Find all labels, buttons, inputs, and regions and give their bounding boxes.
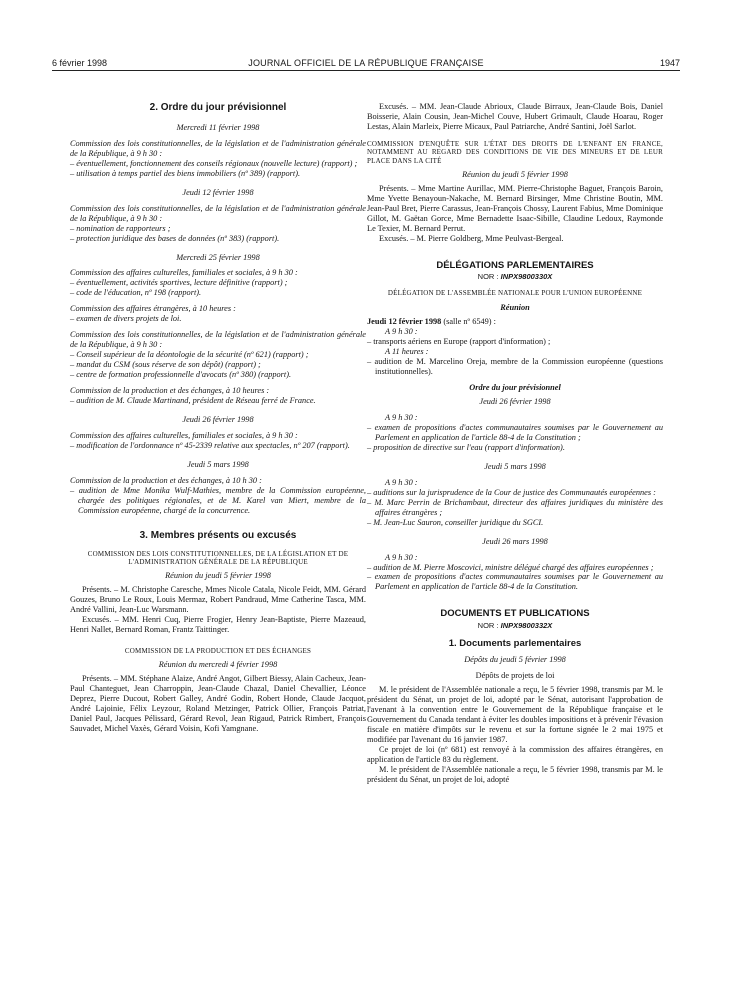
commission-line: Commission de la production et des échanges, à 10 heures : — [70, 386, 270, 396]
document-paragraph: M. le président de l'Assemblée nationale a reçu, le 5 février 1998, transmis par M. le président du Sénat, un projet de loi, adopté — [367, 764, 663, 784]
reunion-label: Réunion — [500, 303, 530, 313]
commission-heading-enquete: COMMISSION D'ENQUÊTE SUR L'ÉTAT DES DROITS DE L'ENFANT EN FRANCE, NOTAMMENT AU REGARD DES CONDITIONS DE VIE DES MINEURS ET DE LEUR PLACE DANS LA CITÉ — [367, 139, 663, 165]
agenda-blocks — [70, 123, 366, 516]
depots-date: Dépôts du jeudi 5 février 1998 — [464, 655, 566, 665]
agenda-item: – auditions sur la jurisprudence de la Cour de justice des Communautés européennes : — [367, 487, 656, 497]
agenda-item: – Conseil supérieur de la déontologie de la sécurité (nº 621) (rapport) ; — [70, 350, 309, 360]
presents-list: Présents. – M. Christophe Caresche, Mmes Nicole Catala, Nicole Feidt, MM. Gérard Gouzes, Bruno Le Roux, Louis Mermaz, Robert Pandraud, Mme Catherine Tasca, MM. André Vallini, Jean-Luc Warsmann. — [70, 585, 366, 615]
agenda-item: – audition de M. Marcelino Oreja, membre de la Commission européenne (questions institutionnelles). — [367, 357, 663, 377]
agenda-date: Jeudi 5 mars 1998 — [187, 459, 249, 469]
issue-date: 6 février 1998 — [52, 58, 108, 68]
right-column — [367, 102, 663, 785]
page-header — [52, 54, 680, 70]
agenda-item: – audition de M. Claude Martinand, président de Réseau ferré de France. — [70, 395, 316, 405]
commission-line: Commission des affaires culturelles, familiales et sociales, à 9 h 30 : — [70, 430, 298, 440]
excuses-list: Excusés. – MM. Henri Cuq, Pierre Frogier, Henry Jean-Baptiste, Pierre Mazeaud, Henri Nallet, Bernard Roman, Frantz Taittinger. — [70, 615, 366, 635]
presents-list: Présents. – MM. Stéphane Alaize, André Angot, Gilbert Biessy, Alain Cacheux, Jean-Paul Chanteguet, Jean Charroppin, Jean-Claude Chazal, Daniel Chevallier, Léonce Deprez, Pierre Ducout, Robert Galley, André Godin, Robert Honde, Claude Jacquot, André Lajoinie, Félix Leyzour, Roland Metzinger, Patrick Ollier, François Patriat, Daniel Paul, Jacques Pélissard, Gérard Revol, Jean Rigaud, Patrick Rimbert, François Sauvadet, Michel Vaxès, Gérard Voisin, Kofi Yamgnane. — [70, 674, 366, 734]
journal-title: JOURNAL OFFICIEL DE LA RÉPUBLIQUE FRANÇAISE — [248, 58, 484, 68]
reunion-date: Réunion du mercredi 4 février 1998 — [158, 660, 278, 670]
meeting-time: A 11 heures : — [385, 347, 429, 357]
agenda-date: Jeudi 5 mars 1998 — [484, 461, 546, 471]
agenda-items — [367, 488, 663, 528]
agenda-date: Jeudi 26 février 1998 — [182, 414, 254, 424]
agenda-item: – protection juridique des bases de données (nº 383) (rapport). — [70, 233, 280, 243]
excuses-list: Excusés. – MM. Jean-Claude Abrioux, Claude Birraux, Jean-Claude Bois, Daniel Boisserie, Alain Cousin, Jean-Michel Couve, Hubert Grimault, Claude Hoarau, Roger Lestas, Alain Marleix, Pierre Micaux, Paul Patriarche, André Santini, Joël Sarlot. — [367, 102, 663, 131]
commission-line: Commission des lois constitutionnelles, de la législation et de l'administration générale de la République, à 9 h 30 : — [70, 203, 366, 223]
meeting-time: A 9 h 30 : — [385, 552, 418, 562]
agenda-date: Jeudi 12 février 1998 — [182, 187, 254, 197]
meeting-line: Jeudi 12 février 1998 (salle nº 6549) : — [367, 317, 496, 327]
depots-heading: Dépôts de projets de loi — [475, 671, 555, 681]
agenda-item: – code de l'éducation, nº 198 (rapport). — [70, 288, 202, 298]
agenda-date: Mercredi 25 février 1998 — [176, 252, 260, 262]
page-number: 1947 — [659, 58, 680, 68]
meeting-time: A 9 h 30 : — [385, 477, 418, 487]
excuses-list: Excusés. – M. Pierre Goldberg, Mme Peulvast-Bergeal. — [379, 233, 564, 243]
agenda-items — [367, 563, 663, 593]
nor-reference: NOR : INPX9800332X — [477, 620, 553, 630]
documents-subheading: 1. Documents parlementaires — [448, 637, 582, 649]
document-paragraph: Ce projet de loi (nº 681) est renvoyé à la commission des affaires étrangères, en application de l'article 83 du règlement. — [367, 744, 663, 764]
section-title-ordre-du-jour: 2. Ordre du jour prévisionnel — [149, 102, 287, 113]
agenda-date: Jeudi 26 février 1998 — [479, 397, 551, 407]
header-rule — [52, 70, 680, 71]
delegations-heading: DÉLÉGATIONS PARLEMENTAIRES — [436, 259, 594, 271]
agenda-item: – modification de l'ordonnance nº 45-2339 relative aux spectacles, nº 207 (rapport). — [70, 440, 350, 450]
agenda-item: – transports aériens en Europe (rapport d'information) ; — [367, 337, 551, 347]
presents-list: Présents. – Mme Martine Aurillac, MM. Pierre-Christophe Baguet, François Baroin, Mme Yvette Benayoun-Nakache, M. Bernard Birsinger, Mme Christine Boutin, MM. Jean-Paul Bret, Pierre Carassus, Jean-François Chossy, Laurent Fabius, Mme Dominique Gillot, M. Gaëtan Gorce, Mme Bernadette Isaac-Sibille, Claudine Ledoux, Raymonde Le Texier, M. Bernard Perrut. — [367, 183, 663, 233]
agenda-item: – M. Marc Perrin de Brichambaut, directeur des affaires juridiques du ministère des affaires étrangères ; — [367, 497, 663, 517]
agenda-item: – mandat du CSM (sous réserve de son dépôt) (rapport) ; — [70, 360, 261, 370]
agenda-item: – éventuellement, fonctionnement des conseils régionaux (nouvelle lecture) (rapport) ; — [70, 158, 358, 168]
reunion-date: Réunion du jeudi 5 février 1998 — [165, 571, 271, 581]
agenda-date: Mercredi 11 février 1998 — [176, 123, 260, 132]
agenda-item: – examen de divers projets de loi. — [70, 314, 182, 324]
commission-heading-production: COMMISSION DE LA PRODUCTION ET DES ÉCHANGES — [124, 647, 312, 656]
odj-subheading: Ordre du jour prévisionnel — [469, 383, 561, 393]
agenda-items — [367, 423, 663, 453]
delegation-name: DÉLÉGATION DE L'ASSEMBLÉE NATIONALE POUR L'UNION EUROPÉENNE — [387, 289, 643, 298]
agenda-item: – audition de M. Pierre Moscovici, ministre délégué chargé des affaires européennes ; — [367, 562, 654, 572]
commission-line: Commission des affaires étrangères, à 10 heures : — [70, 304, 236, 314]
document-paragraph: M. le président de l'Assemblée nationale a reçu, le 5 février 1998, transmis par M. le président du Sénat, un projet de loi, adopté par le Sénat, autorisant l'approbation de l'avenant à la convention entre le Gouvernement de la République française et le Gouvernement du Canada tendant à éviter les doubles impositions et à prévenir l'évasion fiscale en matière d'impôts sur le revenu et sur la fortune signée le 2 mai 1975 et modifiée par l'avenant du 16 janvier 1987. — [367, 685, 663, 744]
agenda-item: – nomination de rapporteurs ; — [70, 223, 171, 233]
agenda-item: – audition de Mme Monika Wulf-Mathies, membre de la Commission européenne, chargée des politiques régionales, et de M. Karel van Miert, membre de la Commission européenne, chargé de la concurrence. — [70, 485, 366, 515]
agenda-item: – proposition de directive sur l'eau (rapport d'information). — [367, 442, 565, 452]
commission-line: Commission des affaires culturelles, familiales et sociales, à 9 h 30 : — [70, 268, 298, 278]
meeting-time: A 9 h 30 : — [385, 413, 418, 423]
nor-reference: NOR : INPX9800330X — [477, 272, 553, 282]
meeting-time: A 9 h 30 : — [385, 327, 418, 337]
commission-line: Commission des lois constitutionnelles, de la législation et de l'administration générale de la République, à 9 h 30 : — [70, 138, 366, 158]
agenda-item: – examen de propositions d'actes communautaires soumises par le Gouvernement au Parlement en application de l'article 88-4 de la Constitution ; — [367, 423, 663, 442]
reunion-date: Réunion du jeudi 5 février 1998 — [462, 170, 568, 180]
agenda-item: – utilisation à temps partiel des biens immobiliers (nº 389) (rapport). — [70, 168, 301, 178]
agenda-item: – centre de formation professionnelle d'avocats (nº 380) (rapport). — [70, 370, 292, 380]
documents-heading: DOCUMENTS ET PUBLICATIONS — [440, 608, 590, 620]
commission-line: Commission de la production et des échanges, à 10 h 30 : — [70, 475, 262, 485]
left-column — [70, 84, 366, 734]
agenda-item: – éventuellement, activités sportives, lecture définitive (rapport) ; — [70, 278, 288, 288]
section-title-membres: 3. Membres présents ou excusés — [139, 529, 297, 541]
agenda-item: – examen de propositions d'actes communautaires soumises par le Gouvernement au Parlement en application de l'article 88-4 de la Constitution. — [367, 572, 663, 592]
commission-line: Commission des lois constitutionnelles, de la législation et de l'administration générale de la République, à 9 h 30 : — [70, 330, 366, 350]
agenda-date: Jeudi 26 mars 1998 — [482, 536, 548, 546]
agenda-item: – M. Jean-Luc Sauron, conseiller juridique du SGCI. — [367, 517, 544, 527]
commission-heading-lois: COMMISSION DES LOIS CONSTITUTIONNELLES, DE LA LÉGISLATION ET DE L'ADMINISTRATION GÉNÉRALE DE LA RÉPUBLIQUE — [87, 549, 349, 566]
